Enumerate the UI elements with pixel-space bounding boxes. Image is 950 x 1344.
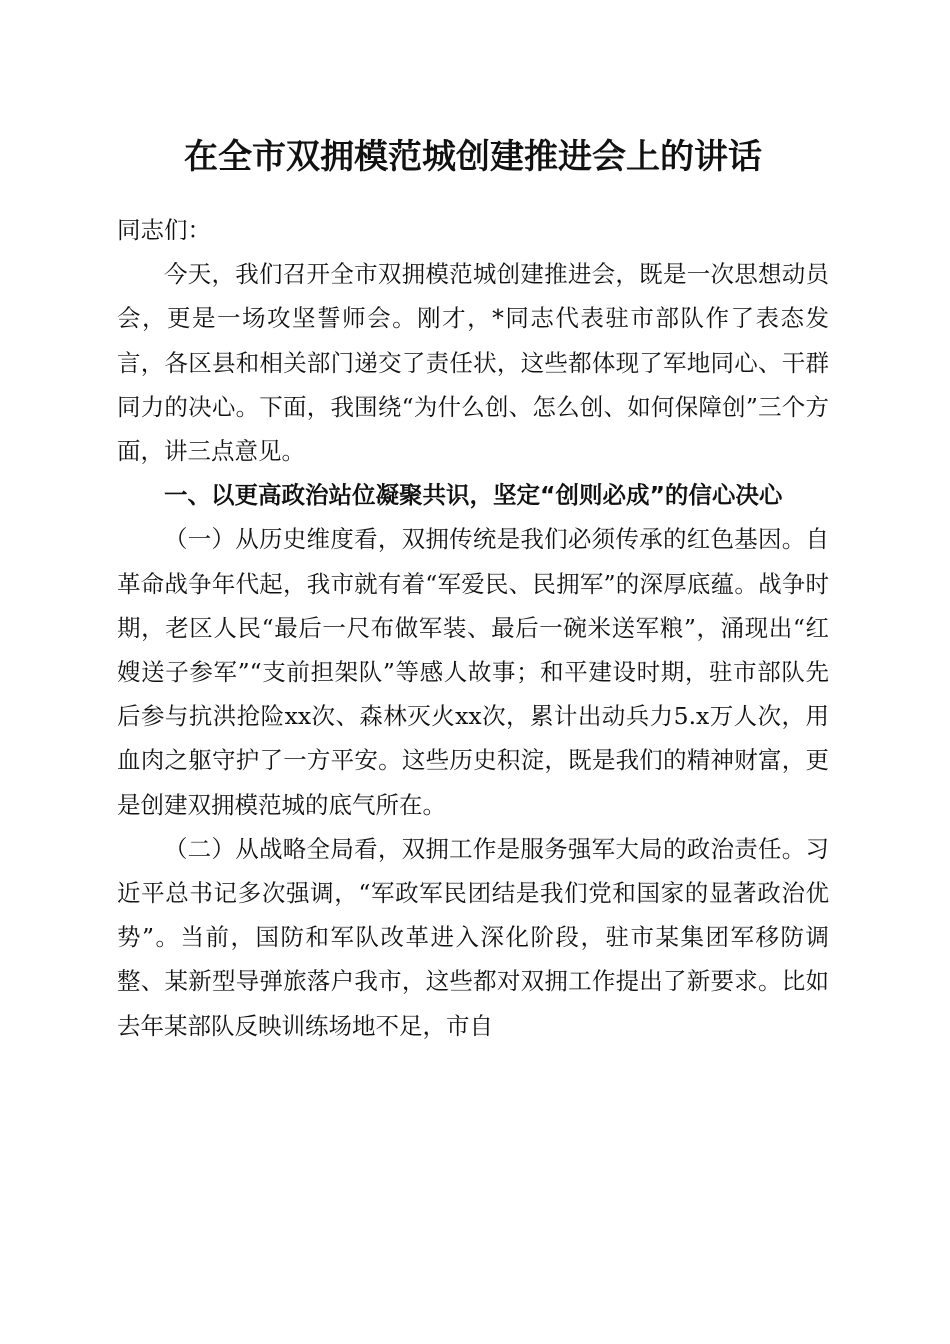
salutation: 同志们： <box>117 216 211 244</box>
document-page <box>117 128 829 1048</box>
subsection-paragraph-2: （二）从战略全局看，双拥工作是服务强军大局的政治责任。习近平总书记多次强调，“军政军民团结是我们党和国家的显著政治优势”。当前，国防和军队改革进入深化阶段，驻市某集团军移防调整、某新型导弹旅落户我市，这些都对双拥工作提出了新要求。比如去年某部队反映训练场地不足，市自 <box>117 834 829 1040</box>
section-heading-1: 一、以更高政治站位凝聚共识，坚定“创则必成”的信心决心 <box>164 481 783 510</box>
document-title: 在全市双拥模范城创建推进会上的讲话 <box>184 137 762 177</box>
subsection-paragraph-1: （一）从历史维度看，双拥传统是我们必须传承的红色基因。自革命战争年代起，我市就有着“军爱民、民拥军”的深厚底蕴。战争时期，老区人民“最后一尺布做军装、最后一碗米送军粮”，涌现出“红嫂送子参军”“支前担架队”等感人故事；和平建设时期，驻市部队先后参与抗洪抢险xx次、森林灭火xx次，累计出动兵力5.x万人次，用血肉之躯守护了一方平安。这些历史积淀，既是我们的精神财富，更是创建双拥模范城的底气所在。 <box>117 525 829 819</box>
intro-paragraph: 今天，我们召开全市双拥模范城创建推进会，既是一次思想动员会，更是一场攻坚誓师会。刚才，*同志代表驻市部队作了表态发言，各区县和相关部门递交了责任状，这些都体现了军地同心、干群同力的决心。下面，我围绕“为什么创、怎么创、如何保障创”三个方面，讲三点意见。 <box>117 260 829 466</box>
